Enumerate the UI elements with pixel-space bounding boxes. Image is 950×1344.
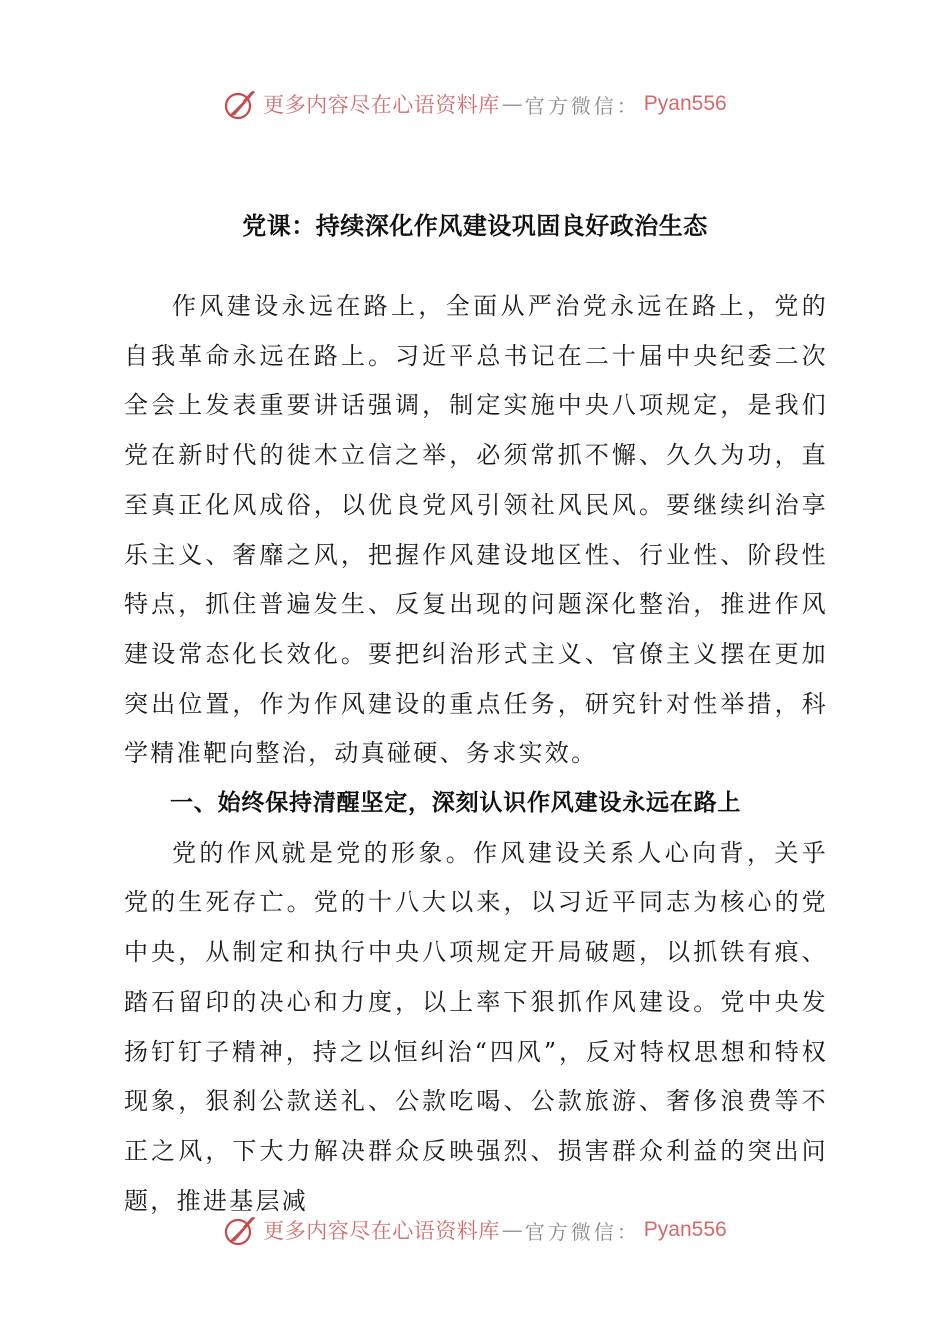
watermark-banner-bottom bbox=[0, 1210, 950, 1250]
watermark-wechat-id: Pyan556 bbox=[643, 1218, 727, 1241]
quill-pen-logo-icon bbox=[223, 87, 257, 121]
watermark-brand-text: 更多内容尽在心语资料库 bbox=[263, 93, 500, 117]
document-body bbox=[124, 282, 828, 1226]
intro-paragraph: 作风建设永远在路上，全面从严治党永远在路上，党的自我革命永远在路上。习近平总书记在二十届中央纪委二次全会上发表重要讲话强调，制定实施中央八项规定，是我们党在新时代的徙木立信之举，必须常抓不懈、久久为功，直至真正化风成俗，以优良党风引领社风民风。要继续纠治享乐主义、奢靡之风，把握作风建设地区性、行业性、阶段性特点，抓住普遍发生、反复出现的问题深化整治，推进作风建设常态化长效化。要把纠治形式主义、官僚主义摆在更加突出位置，作为作风建设的重点任务，研究针对性举措，科学精准靶向整治，动真碰硬、务求实效。 bbox=[124, 292, 828, 768]
section-1-paragraph: 党的作风就是党的形象。作风建设关系人心向背，关乎党的生死存亡。党的十八大以来，以习近平同志为核心的党中央，从制定和执行中央八项规定开局破题，以抓铁有痕、踏石留印的决心和力度，以上率下狠抓作风建设。党中央发扬钉钉子精神，持之以恒纠治“四风”，反对特权思想和特权现象，狠刹公款送礼、公款吃喝、公款旅游、奢侈浪费等不正之风，下大力解决群众反映强烈、损害群众利益的突出问题，推进基层减 bbox=[124, 838, 828, 1215]
watermark-separator: — bbox=[501, 1218, 523, 1242]
watermark-wechat-label: 官方微信： bbox=[524, 93, 640, 118]
section-heading-1: 一、始终保持清醒坚定，深刻认识作风建设永远在路上 bbox=[170, 790, 742, 817]
watermark-banner-top bbox=[0, 84, 950, 124]
document-title: 党课：持续深化作风建设巩固良好政治生态 bbox=[242, 212, 708, 240]
quill-pen-logo-icon bbox=[223, 1213, 257, 1247]
watermark-separator: — bbox=[501, 92, 523, 116]
watermark-brand-text: 更多内容尽在心语资料库 bbox=[263, 1219, 500, 1243]
watermark-wechat-label: 官方微信： bbox=[524, 1219, 640, 1244]
watermark-wechat-id: Pyan556 bbox=[643, 92, 727, 115]
